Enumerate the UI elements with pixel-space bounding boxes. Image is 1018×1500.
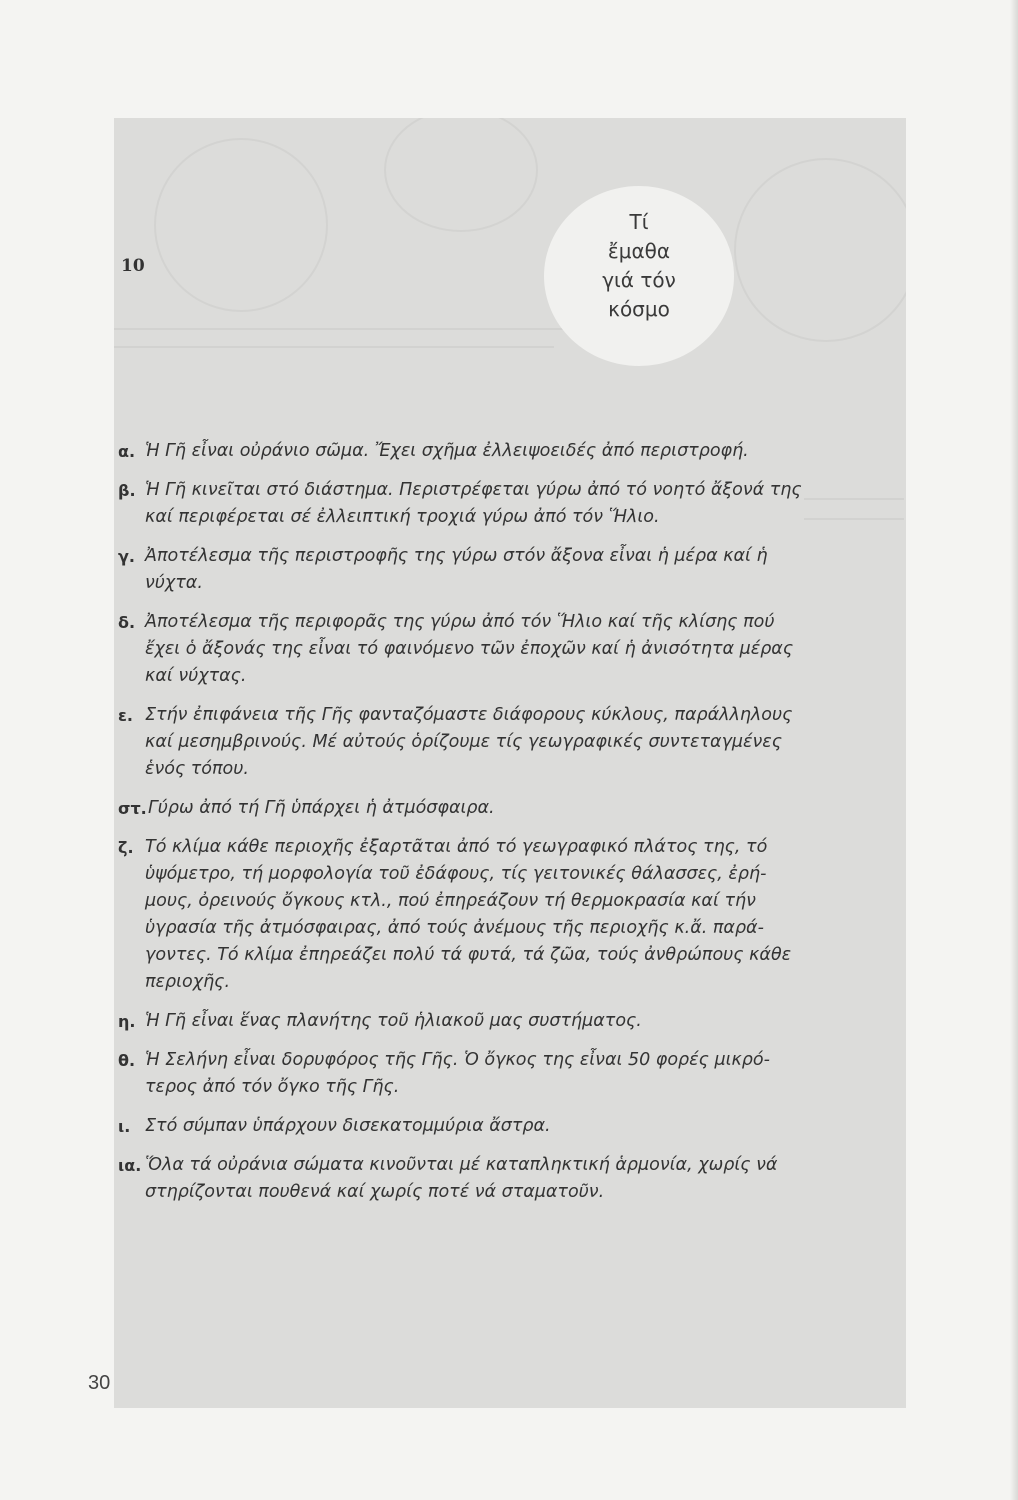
faded-globe-middle: [384, 118, 538, 232]
text-line: καί περιφέρεται σέ ἐλλειπτική τροχιά γύρω ἀπό τόν Ἥλιο.: [145, 507, 660, 527]
page-edge: [1010, 0, 1018, 1500]
text-line: καί νύχτας.: [145, 666, 247, 686]
summary-item: [118, 1047, 896, 1101]
faded-line: [114, 328, 584, 330]
lesson-title: [544, 208, 734, 324]
text-line: Ἡ Γῆ εἶναι ἕνας πλανήτης τοῦ ἡλιακοῦ μας συστήματος.: [145, 1011, 642, 1031]
item-marker: ε.: [118, 706, 133, 725]
summary-item: [118, 543, 896, 597]
item-text: [145, 438, 896, 465]
item-text: [145, 609, 896, 690]
item-text: [145, 1008, 896, 1035]
summary-item: [118, 477, 896, 531]
title-line: Τί: [629, 210, 649, 234]
summary-item: [118, 1008, 896, 1035]
text-line: Ἀποτέλεσμα τῆς περιστροφῆς της γύρω στόν ἄξονα εἶναι ἡ μέρα καί ἡ: [145, 546, 768, 566]
faded-line: [114, 346, 554, 348]
summary-item: [118, 1152, 896, 1206]
text-line: γοντες. Τό κλίμα ἐπηρεάζει πολύ τά φυτά, τά ζῶα, τούς ἀνθρώπους κάθε: [145, 945, 792, 965]
summary-item: [118, 438, 896, 465]
summary-item: [118, 834, 896, 996]
item-text: [145, 477, 896, 531]
text-line: Ἡ Γῆ εἶναι οὐράνιο σῶμα. Ἔχει σχῆμα ἐλλειψοειδές ἀπό περιστροφή.: [145, 441, 749, 461]
faded-globe-left: [154, 138, 328, 312]
item-marker: α.: [118, 442, 136, 461]
item-marker: η.: [118, 1012, 136, 1031]
item-marker: ζ.: [118, 838, 134, 857]
item-marker: γ.: [118, 547, 135, 566]
text-line: ὑγρασία τῆς ἀτμόσφαιρας, ἀπό τούς ἀνέμους τῆς περιοχῆς κ.ἄ. παρά-: [145, 918, 764, 938]
item-text: [145, 543, 896, 597]
text-line: Στήν ἐπιφάνεια τῆς Γῆς φανταζόμαστε διάφορους κύκλους, παράλληλους: [145, 705, 793, 725]
faded-globe-right: [734, 158, 906, 342]
item-marker: στ.: [118, 799, 147, 818]
summary-item: [118, 609, 896, 690]
item-text: [148, 795, 896, 822]
item-marker: ια.: [118, 1156, 142, 1175]
text-line: Τό κλίμα κάθε περιοχῆς ἐξαρτᾶται ἀπό τό γεωγραφικό πλάτος της, τό: [145, 837, 768, 857]
item-text: [145, 1152, 896, 1206]
title-line: γιά τόν: [602, 268, 676, 292]
text-line: Ἡ Γῆ κινεῖται στό διάστημα. Περιστρέφεται γύρω ἀπό τό νοητό ἄξονά της: [145, 480, 802, 500]
text-line: Ἀποτέλεσμα τῆς περιφορᾶς της γύρω ἀπό τόν Ἥλιο καί τῆς κλίσης πού: [145, 612, 775, 632]
text-line: Στό σύμπαν ὑπάρχουν δισεκατομμύρια ἄστρα.: [145, 1116, 551, 1136]
text-line: περιοχῆς.: [145, 972, 231, 992]
text-line: καί μεσημβρινούς. Μέ αὐτούς ὁρίζουμε τίς γεωγραφικές συντεταγμένες: [145, 732, 783, 752]
item-text: [145, 1047, 896, 1101]
item-marker: ι.: [118, 1117, 131, 1136]
text-line: ἔχει ὁ ἄξονάς της εἶναι τό φαινόμενο τῶν ἐποχῶν καί ἡ ἀνισότητα μέρας: [145, 639, 794, 659]
text-line: τερος ἀπό τόν ὄγκο τῆς Γῆς.: [145, 1077, 400, 1097]
text-line: Ὅλα τά οὐράνια σώματα κινοῦνται μέ καταπληκτική ἁρμονία, χωρίς νά: [145, 1155, 778, 1175]
text-line: Γύρω ἀπό τή Γῆ ὑπάρχει ἡ ἀτμόσφαιρα.: [148, 798, 495, 818]
text-line: μους, ὀρεινούς ὄγκους κτλ., πού ἐπηρεάζουν τή θερμοκρασία καί τήν: [145, 891, 756, 911]
page-number: 30: [88, 1372, 111, 1394]
title-line: κόσμο: [608, 297, 670, 321]
item-marker: θ.: [118, 1051, 136, 1070]
item-marker: β.: [118, 481, 136, 500]
summary-item: [118, 1113, 896, 1140]
text-line: Ἡ Σελήνη εἶναι δορυφόρος τῆς Γῆς. Ὁ ὄγκος της εἶναι 50 φορές μικρό-: [145, 1050, 770, 1070]
item-text: [145, 702, 896, 783]
text-line: νύχτα.: [145, 573, 203, 593]
text-line: ἑνός τόπου.: [145, 759, 249, 779]
text-line: στηρίζονται πουθενά καί χωρίς ποτέ νά σταματοῦν.: [145, 1182, 605, 1202]
title-line: ἔμαθα: [607, 239, 671, 263]
item-text: [145, 834, 896, 996]
item-marker: δ.: [118, 613, 136, 632]
summary-item: [118, 795, 896, 822]
summary-list: [118, 438, 896, 1218]
text-line: ὑψόμετρο, τή μορφολογία τοῦ ἐδάφους, τίς γειτονικές θάλασσες, ἐρή-: [145, 864, 767, 884]
summary-item: [118, 702, 896, 783]
item-text: [145, 1113, 896, 1140]
lesson-number: 10: [121, 256, 145, 276]
